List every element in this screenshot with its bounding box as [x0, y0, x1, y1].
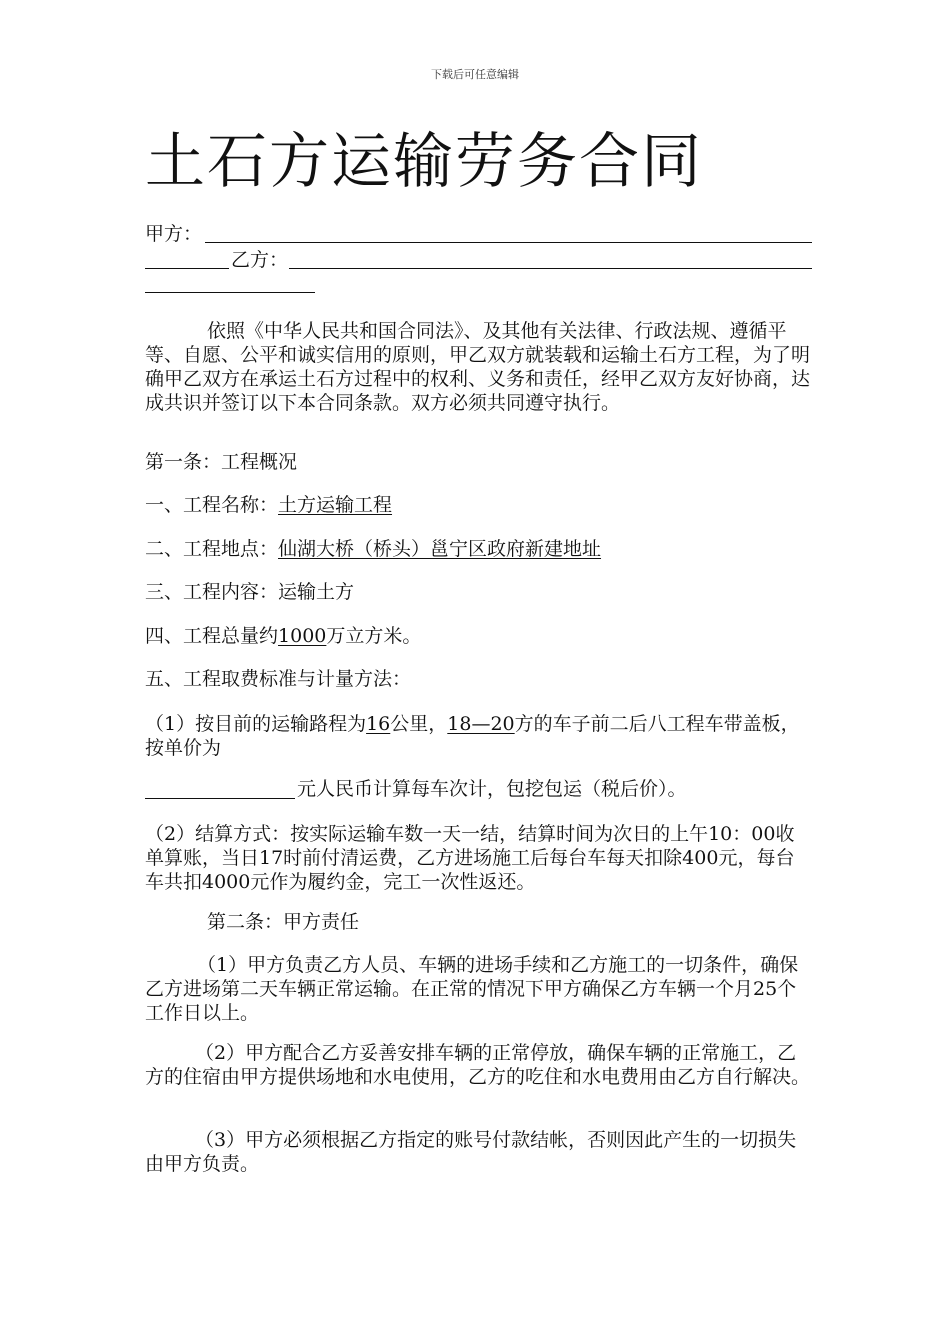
fee1-text-b: 公里，: [390, 713, 448, 735]
quantity-prefix: 四、工程总量约: [145, 625, 279, 647]
project-name-value: 土方运输工程: [278, 494, 393, 516]
party-a-blank: [205, 242, 812, 243]
fee1-text-c: 方的车子前二后八工程车带盖板，按单价为: [145, 713, 800, 759]
party-a-label: 甲方：: [145, 223, 203, 245]
project-name-label: 一、工程名称：: [145, 494, 279, 516]
article2-item-3: （3）甲方必须根据乙方指定的账号付款结帐，否则因此产生的一切损失由甲方负责。: [145, 1129, 797, 1175]
unit-price-blank: [145, 798, 295, 799]
article2-heading: 第二条：甲方责任: [207, 911, 360, 933]
fee-item-1: [145, 712, 811, 760]
article2-item-1: （1）甲方负责乙方人员、车辆的进场手续和乙方施工的一切条件，确保乙方进场第二天车辆正常运输。在正常的情况下甲方确保乙方车辆一个月25个工作日以上。: [145, 954, 799, 1024]
project-quantity-row: [145, 624, 815, 648]
project-content-label: 三、工程内容：: [145, 581, 279, 603]
project-content-row: [145, 580, 815, 604]
project-content-value: 运输土方: [278, 581, 355, 603]
fee-item-2: （2）结算方式：按实际运输车数一天一结，结算时间为次日的上午10：00收单算账，当日17时前付清运费，乙方进场施工后每台车每天扣除400元，每台车共扣4000元作为履约金，完工一次性返还。: [145, 823, 795, 893]
fee1-volume: 18—20: [447, 713, 515, 735]
article2-item-2: （2）甲方配合乙方妥善安排车辆的正常停放，确保车辆的正常施工，乙方的住宿由甲方提供场地和水电使用，乙方的吃住和水电费用由乙方自行解决。: [145, 1042, 811, 1088]
project-site-value: 仙湖大桥（桥头）邕宁区政府新建地址: [278, 538, 602, 560]
document-title: 土石方运输劳务合同: [145, 127, 703, 197]
article1-heading: 第一条：工程概况: [145, 451, 298, 473]
party-a-blank-cont: [145, 268, 229, 269]
quantity-suffix: 万立方米。: [326, 625, 422, 647]
fee-heading: 五、工程取费标准与计量方法：: [145, 668, 412, 690]
quantity-value: 1000: [278, 625, 327, 647]
project-site-label: 二、工程地点：: [145, 538, 279, 560]
project-site-row: [145, 537, 815, 561]
project-name-row: [145, 493, 815, 517]
party-b-label: 乙方：: [231, 249, 289, 271]
fee1-unit-text: 元人民币计算每车次计，包挖包运（税后价）。: [297, 778, 687, 800]
intro-paragraph: 依照《中华人民共和国合同法》、及其他有关法律、行政法规、遵循平等、自愿、公平和诚实信用的原则，甲乙双方就装载和运输土石方工程，为了明确甲乙双方在承运土石方过程中的权利、义务和责任，经甲乙双方友好协商，达成共识并签订以下本合同条款。双方必须共同遵守执行。: [145, 320, 811, 414]
party-b-blank-cont: [145, 292, 315, 293]
header-note: 下载后可任意编辑: [431, 68, 519, 81]
fee1-text-a: （1）按目前的运输路程为: [145, 713, 367, 735]
fee1-distance: 16: [366, 713, 391, 735]
party-b-blank: [289, 268, 812, 269]
